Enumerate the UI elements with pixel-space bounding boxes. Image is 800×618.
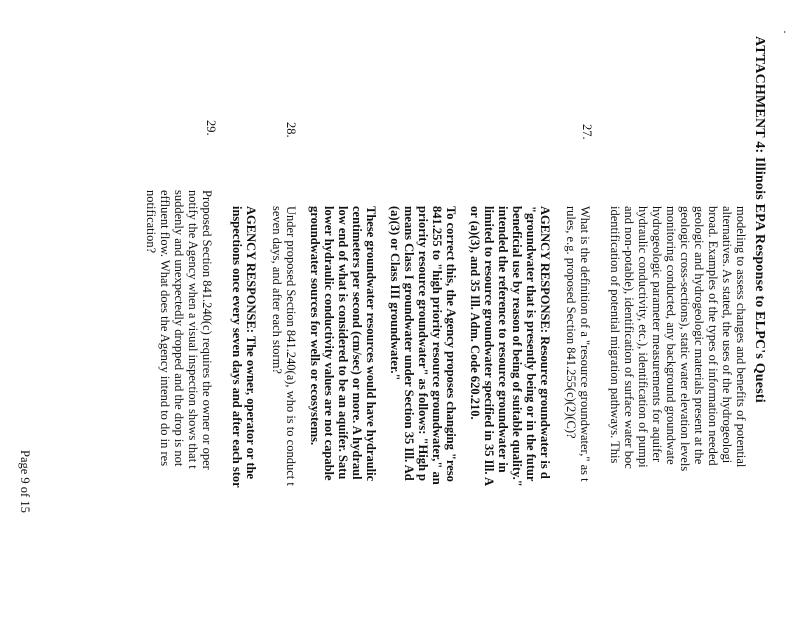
agency-response-line: "groundwater that is presently being or in the futur	[524, 206, 538, 482]
paragraph-line: hydraulic conductivity, etc.), identification of pumpi	[636, 206, 650, 468]
agency-response-line: AGENCY RESPONSE: The owner, operator or the	[244, 206, 258, 480]
agency-response-line: lower hydraulic conductivity values are not capable	[322, 206, 336, 481]
paragraph-line: and non-potable), identification of surface water boc	[622, 206, 636, 469]
paragraph-line: modeling to assess changes and benefits of potential	[734, 206, 748, 468]
rotated-sheet	[0, 18, 792, 618]
paragraph-line: hydrogeologic parameter measurements for aquifer	[650, 206, 664, 463]
agency-response-line: low end of what is considered to be an aquifer. Satu	[336, 206, 350, 480]
question-line: effluent flow. What does the Agency intend to do in res	[158, 190, 172, 467]
agency-response-line: (a)(3) or Class III groundwater."	[388, 206, 402, 381]
question-line: What is the definition of a "resource groundwater," as t	[578, 206, 592, 482]
agency-response-line: centimeters per second (cm/sec) or more. A hydraul	[350, 206, 364, 480]
paragraph-line: alternatives. As stated, the uses of the hydrogeologi	[720, 206, 734, 464]
paragraph-line: monitoring conducted, any background groundwate	[664, 206, 678, 465]
agency-response-line: priority resource groundwater" as follows: "High p	[416, 206, 430, 481]
paragraph-line: geologic cross-sections), static water elevation levels	[678, 206, 692, 472]
question-line: seven days, and after each storm?	[270, 206, 284, 374]
paragraph-line: geologic and hydrogeologic materials present at the	[692, 206, 706, 465]
question-number: 27.	[580, 124, 594, 140]
agency-response-line: 841.255 to "high priority resource groundwater," an	[430, 206, 444, 485]
question-line: suddenly and unexpectedly dropped and the drop is not	[172, 190, 186, 467]
agency-response-line: AGENCY RESPONSE: Resource groundwater is d	[538, 206, 552, 479]
agency-response-line: intended the reference to resource groundwater in	[496, 206, 510, 473]
agency-response-line: means Class I groundwater under Section 35 Ill. Ad	[402, 206, 416, 481]
agency-response-line: These groundwater resources would have hydraulic	[364, 206, 378, 482]
agency-response-line: or (a)(3), and 35 Ill. Adm. Code 620.210.	[468, 206, 482, 420]
question-line: Under proposed Section 841.240(a), who is to conduct t	[284, 206, 298, 486]
document-header: ATTACHMENT 4: Illinois EPA Response to ELPC's Questi	[752, 36, 767, 403]
agency-response-line: To correct this, the Agency proposes changing "reso	[444, 206, 458, 482]
question-line: notification?	[144, 190, 158, 254]
agency-response-line: limited to resource groundwater specified in 35 Ill. A	[482, 206, 496, 486]
paragraph-line: broad. Examples of the types of information needed	[706, 206, 720, 466]
scan-speck: ·	[778, 30, 792, 34]
question-line: Proposed Section 841.240(c) requires the owner or oper	[200, 190, 214, 470]
paragraph-line: identification of potential migration pathways. This	[608, 206, 622, 464]
agency-response-line: inspections once every seven days and after each stor	[230, 206, 244, 488]
page-number-footer: Page 9 of 15	[18, 450, 32, 513]
question-line: notify the Agency when a visual inspection shows that t	[186, 190, 200, 469]
question-number: 29.	[204, 120, 218, 136]
agency-response-line: beneficial use by reason of being of suitable quality."	[510, 206, 524, 487]
question-line: rules, e.g. proposed Section 841.255(c)(2)(C)?	[564, 206, 578, 439]
question-number: 28.	[284, 122, 298, 138]
agency-response-line: groundwater sources for wells or ecosystems.	[308, 206, 322, 446]
